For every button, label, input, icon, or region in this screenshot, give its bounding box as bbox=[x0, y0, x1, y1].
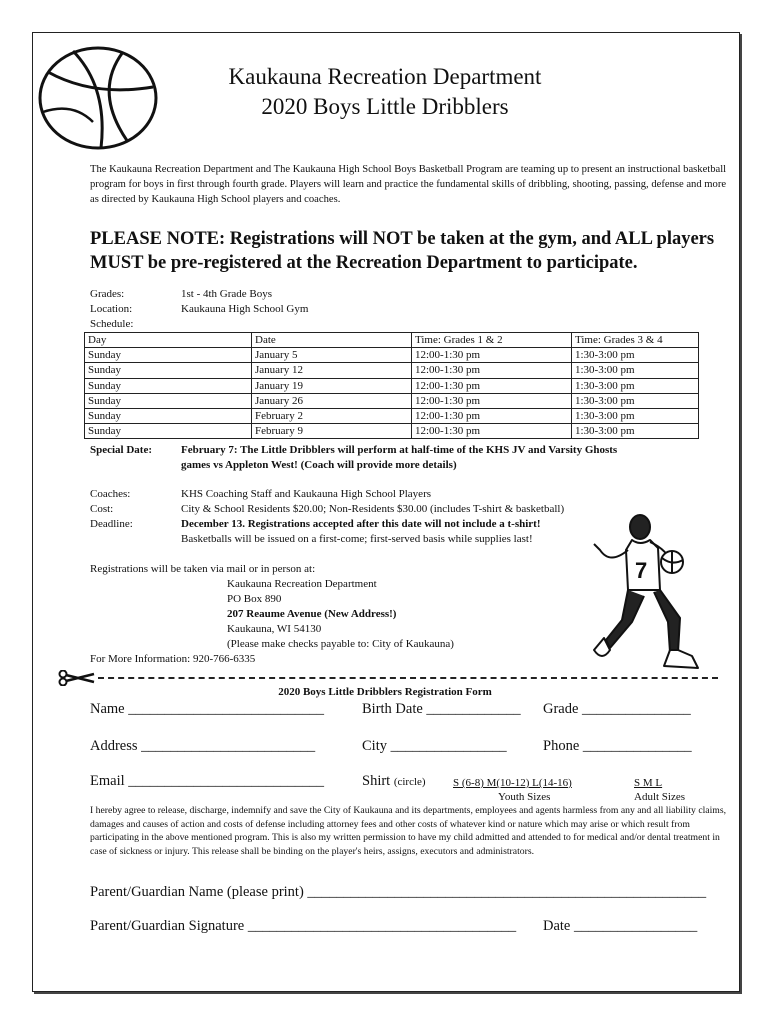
cell-day: Sunday bbox=[85, 393, 252, 408]
cell-day: Sunday bbox=[85, 424, 252, 439]
cell-day: Sunday bbox=[85, 408, 252, 423]
address-field[interactable]: Address ________________________ bbox=[90, 738, 316, 754]
cell-time: 1:30-3:00 pm bbox=[572, 378, 699, 393]
cell-date: January 26 bbox=[252, 393, 412, 408]
registration-note: PLEASE NOTE: Registrations will NOT be taken at the gym, and ALL players MUST be pre-registered at the Recreation Department to participate. bbox=[90, 229, 715, 273]
city-field[interactable]: City ________________ bbox=[362, 738, 507, 754]
title-line-1: Kaukauna Recreation Department bbox=[228, 64, 542, 89]
cell-time: 12:00-1:30 pm bbox=[412, 393, 572, 408]
cell-time: 12:00-1:30 pm bbox=[412, 424, 572, 439]
deadline-label: Deadline: bbox=[90, 518, 133, 530]
special-date-line1: February 7: The Little Dribblers will perform at half-time of the KHS JV and Varsity Ghosts bbox=[181, 444, 618, 456]
coaches-label: Coaches: bbox=[90, 488, 131, 500]
header-time-1-2: Time: Grades 1 & 2 bbox=[412, 333, 572, 348]
deadline-value: December 13. Registrations accepted after this date will not include a t-shirt! bbox=[181, 518, 541, 530]
location-value: Kaukauna High School Gym bbox=[181, 303, 309, 315]
table-row bbox=[85, 348, 699, 363]
mail-line-5: (Please make checks payable to: City of Kaukauna) bbox=[227, 638, 454, 650]
form-title: 2020 Boys Little Dribblers Registration Form bbox=[278, 686, 492, 698]
cost-label: Cost: bbox=[90, 503, 114, 515]
shirt-circle-hint: (circle) bbox=[393, 776, 426, 788]
coaches-value: KHS Coaching Staff and Kaukauna High School Players bbox=[181, 488, 432, 500]
header-day: Day bbox=[85, 333, 252, 348]
cell-time: 12:00-1:30 pm bbox=[412, 363, 572, 378]
cell-time: 12:00-1:30 pm bbox=[412, 378, 572, 393]
table-row bbox=[85, 378, 699, 393]
release-statement: I hereby agree to release, discharge, indemnify and save the City of Kaukauna and its departments, employees and agents harmless from any and all liability claims, damages and causes of action and costs of defense including attorney fees and other costs of whatever kind or nature which may arise or which result from participating in the above mentioned program. This is also my written permission to have my child admitted and attended to for medical and/or dental treatment in case of sickness or injury. This release shall be binding on the player's heirs, assigns, executors and administrators. bbox=[90, 805, 727, 857]
mail-line-4: Kaukauna, WI 54130 bbox=[227, 623, 322, 635]
mail-line-1: Kaukauna Recreation Department bbox=[227, 578, 377, 590]
parent-name-field[interactable]: Parent/Guardian Name (please print) _______________________________________________________ bbox=[90, 884, 707, 900]
cell-date: January 5 bbox=[252, 348, 412, 363]
cell-day: Sunday bbox=[85, 363, 252, 378]
adult-size-options[interactable]: S M L bbox=[634, 777, 663, 789]
cell-date: February 2 bbox=[252, 408, 412, 423]
basketball-player-icon bbox=[588, 510, 713, 675]
jersey-number: 7 bbox=[635, 558, 648, 583]
grades-value: 1st - 4th Grade Boys bbox=[181, 288, 273, 300]
email-field[interactable]: Email ___________________________ bbox=[90, 773, 325, 789]
signature-date-field[interactable]: Date _________________ bbox=[543, 918, 698, 934]
header-time-3-4: Time: Grades 3 & 4 bbox=[572, 333, 699, 348]
cell-time: 1:30-3:00 pm bbox=[572, 393, 699, 408]
table-row bbox=[85, 393, 699, 408]
parent-signature-field[interactable]: Parent/Guardian Signature _____________________________________ bbox=[90, 918, 517, 934]
adult-sizes-label: Adult Sizes bbox=[634, 791, 686, 803]
table-row bbox=[85, 408, 699, 423]
cost-value: City & School Residents $20.00; Non-Residents $30.00 (includes T-shirt & basketball) bbox=[181, 503, 565, 515]
table-header-row bbox=[85, 333, 699, 348]
scissors-icon bbox=[58, 670, 96, 686]
cell-time: 1:30-3:00 pm bbox=[572, 363, 699, 378]
mail-line-3: 207 Reaume Avenue (New Address!) bbox=[227, 608, 397, 620]
cell-time: 12:00-1:30 pm bbox=[412, 408, 572, 423]
cell-date: January 12 bbox=[252, 363, 412, 378]
special-date-line2: games vs Appleton West! (Coach will provide more details) bbox=[181, 459, 457, 471]
grade-field[interactable]: Grade _______________ bbox=[543, 701, 691, 717]
name-field[interactable]: Name ___________________________ bbox=[90, 701, 324, 717]
youth-size-options[interactable]: S (6-8) M(10-12) L(14-16) bbox=[453, 777, 572, 789]
cut-line bbox=[58, 670, 718, 684]
cell-time: 1:30-3:00 pm bbox=[572, 424, 699, 439]
intro-paragraph: The Kaukauna Recreation Department and The Kaukauna High School Boys Basketball Program are teaming up to present an instructional basketball program for boys in first through fourth grade. Players will learn and practice the fundamental skills of dribbling, shooting, passing, defense and more as directed by Kaukauna High School players and coaches. bbox=[90, 164, 727, 205]
schedule-table bbox=[84, 332, 699, 439]
header-date: Date bbox=[252, 333, 412, 348]
mail-intro: Registrations will be taken via mail or in person at: bbox=[90, 563, 316, 575]
cell-time: 12:00-1:30 pm bbox=[412, 348, 572, 363]
mail-line-2: PO Box 890 bbox=[227, 593, 282, 605]
schedule-label: Schedule: bbox=[90, 318, 134, 330]
dashed-divider bbox=[98, 677, 718, 679]
cell-time: 1:30-3:00 pm bbox=[572, 408, 699, 423]
cell-time: 1:30-3:00 pm bbox=[572, 348, 699, 363]
birth-date-field[interactable]: Birth Date _____________ bbox=[362, 701, 521, 717]
phone-field[interactable]: Phone _______________ bbox=[543, 738, 692, 754]
special-date-label: Special Date: bbox=[90, 444, 153, 456]
cell-date: February 9 bbox=[252, 424, 412, 439]
grades-label: Grades: bbox=[90, 288, 125, 300]
table-row bbox=[85, 363, 699, 378]
title-line-2: 2020 Boys Little Dribblers bbox=[261, 94, 509, 119]
table-row bbox=[85, 424, 699, 439]
youth-sizes-label: Youth Sizes bbox=[498, 791, 551, 803]
cell-date: January 19 bbox=[252, 378, 412, 393]
more-info: For More Information: 920-766-6335 bbox=[90, 653, 256, 665]
shirt-label: Shirt bbox=[362, 773, 391, 789]
cell-day: Sunday bbox=[85, 348, 252, 363]
basketball-supply-note: Basketballs will be issued on a first-come; first-served basis while supplies last! bbox=[181, 533, 533, 545]
cell-day: Sunday bbox=[85, 378, 252, 393]
location-label: Location: bbox=[90, 303, 133, 315]
